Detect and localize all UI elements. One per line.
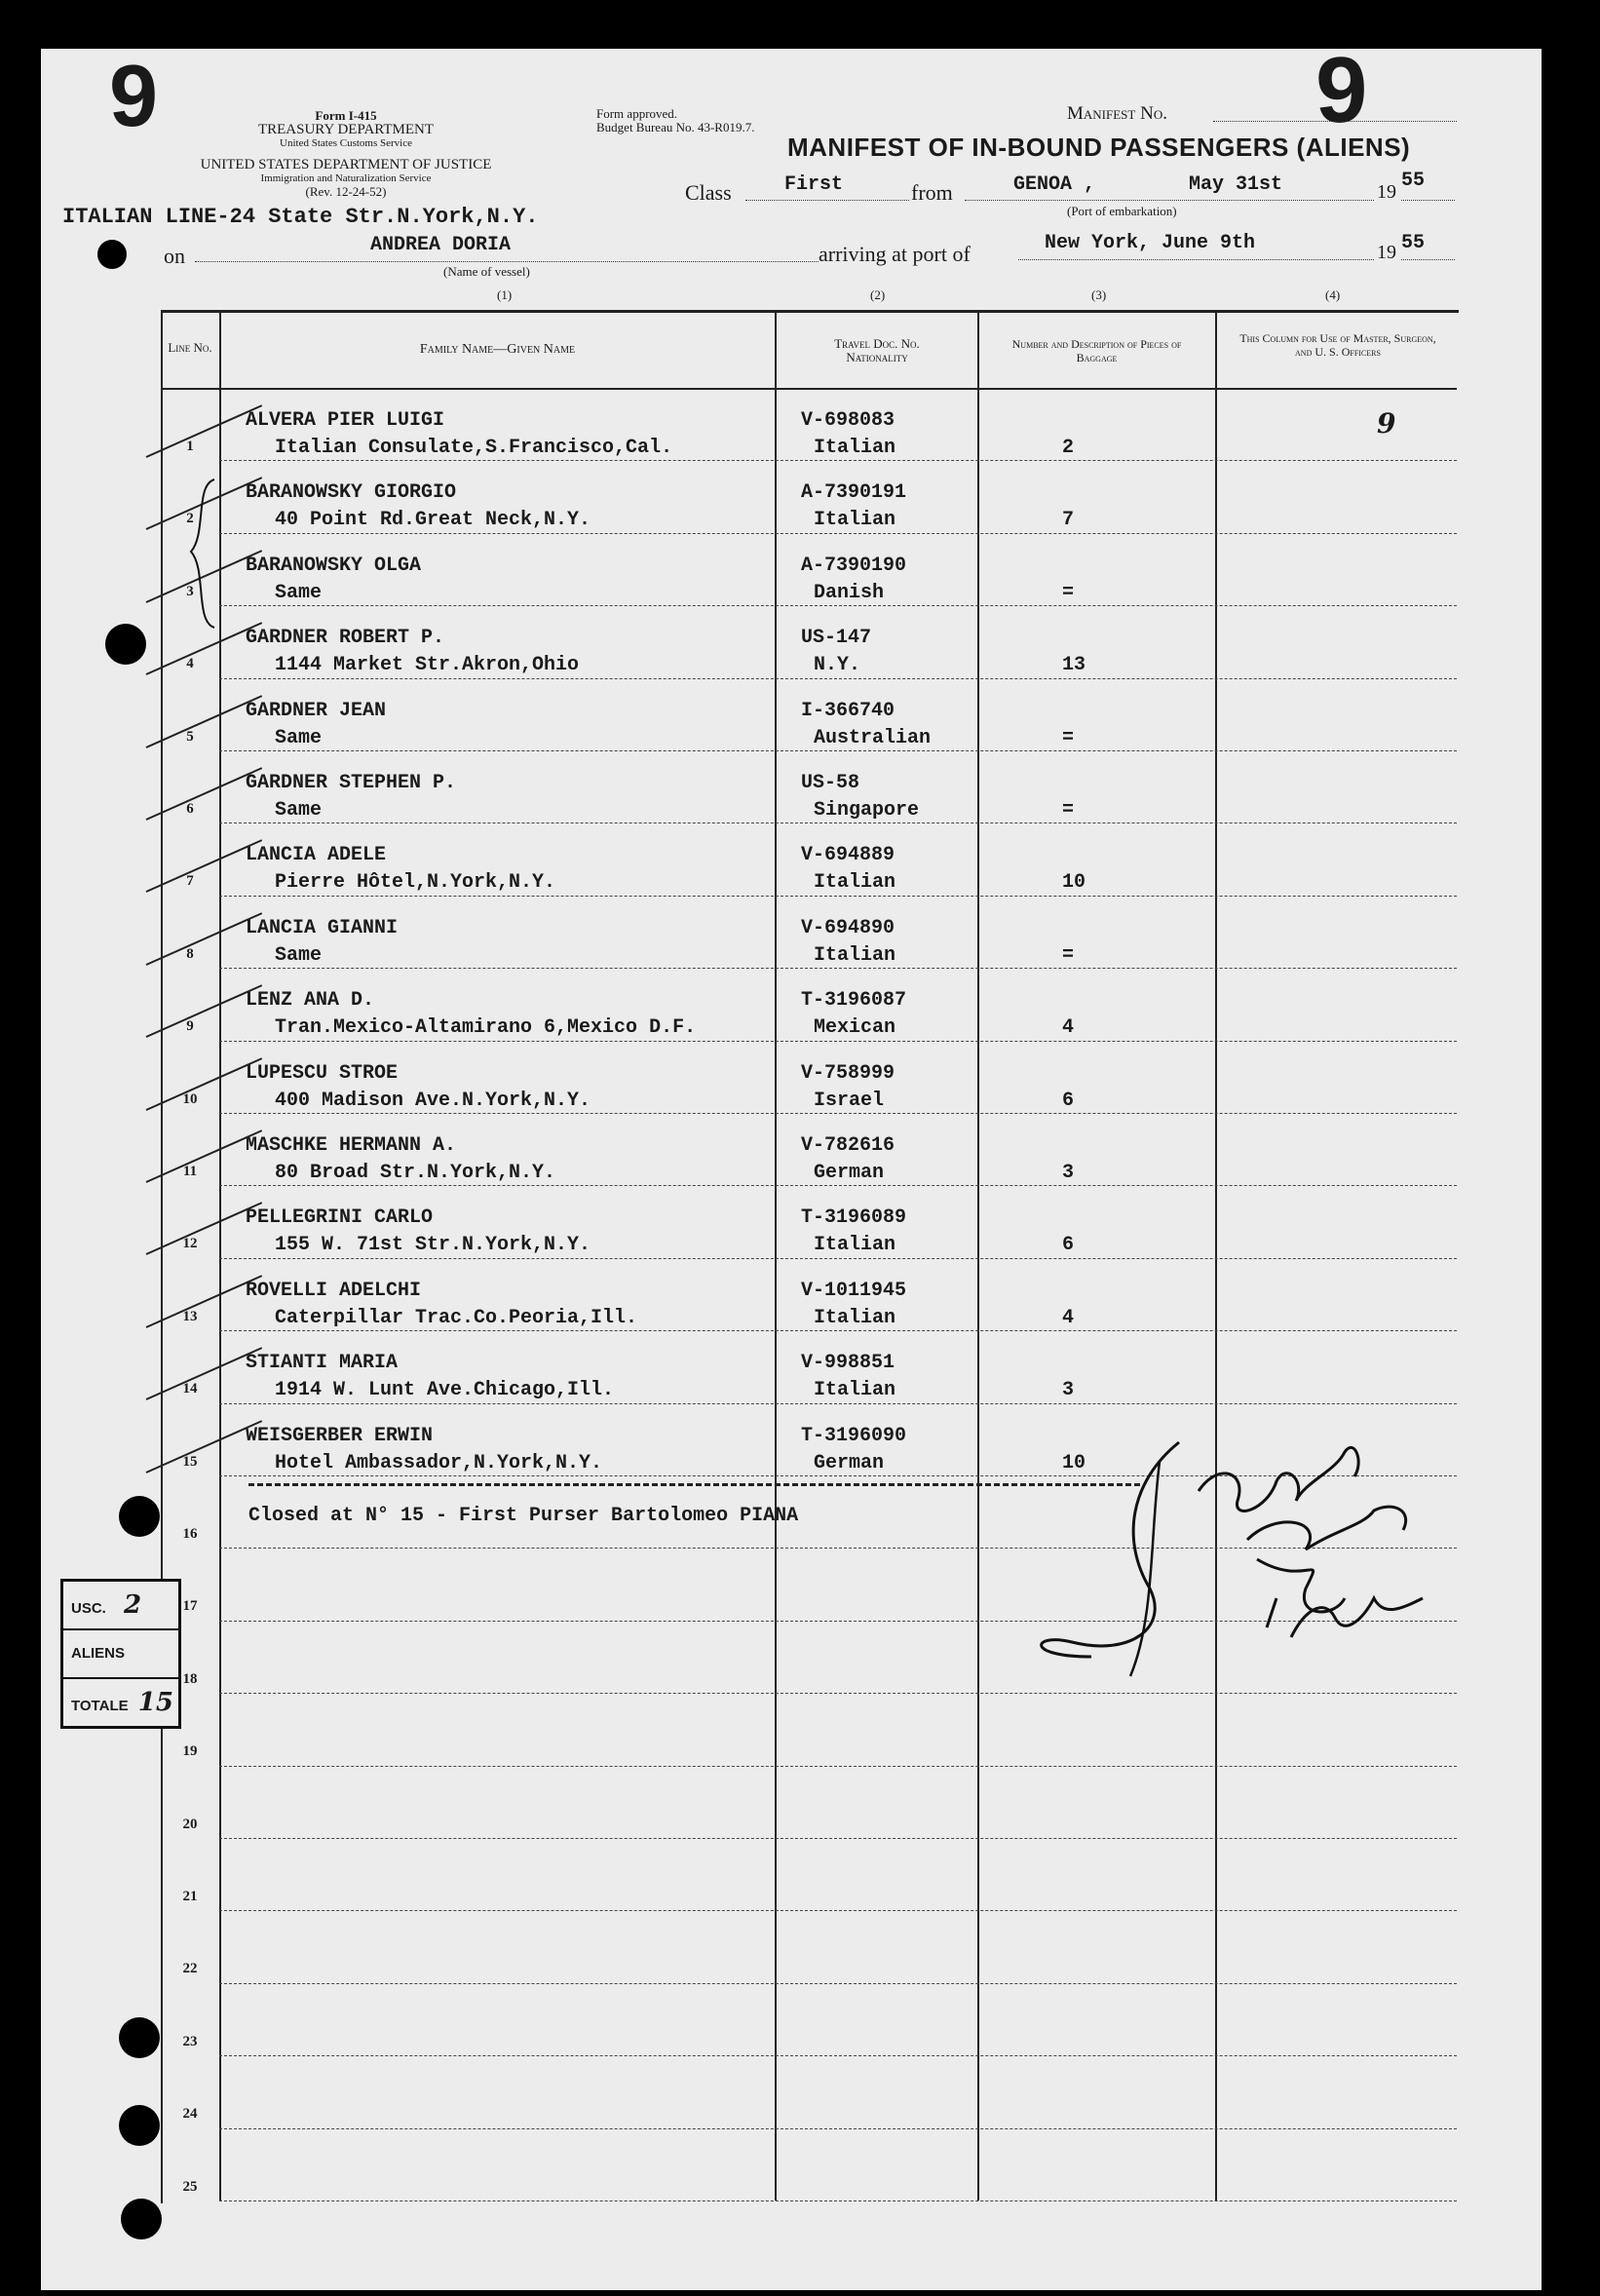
passenger-name: ROVELLI ADELCHI	[246, 1280, 422, 1302]
baggage-count: 3	[1062, 1162, 1075, 1184]
passenger-address: 80 Broad Str.N.York,N.Y.	[275, 1162, 556, 1184]
passenger-address: 1144 Market Str.Akron,Ohio	[275, 654, 580, 676]
travel-doc-no: V-698083	[801, 409, 895, 432]
baggage-count: 4	[1062, 1016, 1075, 1039]
passenger-name: ALVERA PIER LUIGI	[246, 409, 445, 432]
departure-date: May 31st	[1189, 173, 1283, 196]
nationality: Danish	[814, 582, 885, 604]
inspector-signature	[1013, 1423, 1481, 1686]
manifest-no-line	[1213, 121, 1457, 122]
passenger-address: Pierre Hôtel,N.York,N.Y.	[275, 871, 556, 894]
tally-total-value: 15	[137, 1688, 173, 1717]
closing-rule	[248, 1483, 1140, 1486]
arrival-year-value: 55	[1401, 232, 1426, 254]
signature-text	[1208, 1423, 1211, 1424]
line-number: 23	[182, 2034, 198, 2049]
manifest-grid	[161, 310, 1459, 2203]
travel-doc-no: V-998851	[801, 1352, 895, 1374]
initials-text	[1267, 1481, 1269, 1482]
vessel-caption: (Name of vessel)	[443, 264, 530, 279]
punch-hole	[119, 2017, 160, 2058]
punch-hole	[97, 240, 127, 269]
row-rule	[219, 460, 1457, 461]
punch-hole	[119, 1496, 160, 1537]
passenger-name: LANCIA GIANNI	[246, 917, 399, 939]
row-rule	[219, 1838, 1457, 1839]
row-rule	[219, 1766, 1457, 1767]
baggage-count: =	[1062, 944, 1075, 967]
vessel-name: ANDREA DORIA	[370, 234, 512, 256]
line-number: 2	[186, 511, 194, 526]
punch-hole	[119, 2105, 160, 2146]
line-number: 24	[182, 2106, 198, 2122]
row-rule	[219, 533, 1457, 534]
passenger-address: 400 Madison Ave.N.York,N.Y.	[275, 1090, 591, 1112]
col-number-2: (2)	[870, 287, 886, 302]
arrival-year-line	[1401, 259, 1455, 260]
tally-usc-label: USC.	[71, 1600, 106, 1617]
baggage-count: 6	[1062, 1090, 1075, 1112]
col-number-4: (4)	[1325, 287, 1341, 302]
travel-doc-no: A-7390191	[801, 481, 907, 504]
tally-box	[60, 1579, 181, 1729]
col-divider-officers	[1215, 310, 1217, 2200]
tally-usc-value: 2	[124, 1590, 142, 1620]
baggage-count: 4	[1062, 1307, 1075, 1329]
row-rule	[219, 1041, 1457, 1042]
nationality: Italian	[814, 1379, 896, 1401]
approval-block	[596, 107, 754, 134]
row-rule	[219, 1330, 1457, 1331]
passenger-address: Same	[275, 727, 323, 749]
passenger-address: 155 W. 71st Str.N.York,N.Y.	[275, 1234, 591, 1256]
nationality: Italian	[814, 871, 896, 894]
row-rule	[219, 1403, 1457, 1404]
passenger-name: LENZ ANA D.	[246, 989, 375, 1012]
baggage-count: 13	[1062, 654, 1086, 676]
form-block	[151, 109, 541, 199]
line-number: 17	[182, 1598, 198, 1614]
nationality: Australian	[814, 727, 932, 749]
family-bracket	[185, 476, 224, 631]
travel-doc-no: V-782616	[801, 1134, 895, 1157]
travel-doc-no: V-758999	[801, 1062, 895, 1085]
nationality: German	[814, 1452, 885, 1474]
line-number: 13	[182, 1309, 198, 1324]
travel-doc-no: US-147	[801, 627, 872, 649]
treasury-dept: TREASURY DEPARTMENT	[257, 122, 435, 137]
col-number-1: (1)	[497, 287, 513, 302]
travel-doc-no: V-694890	[801, 917, 895, 939]
passenger-name: STIANTI MARIA	[246, 1352, 399, 1374]
from-label: from	[911, 180, 953, 205]
baggage-count: 2	[1062, 437, 1075, 459]
col-divider-doc	[775, 310, 777, 2200]
line-number: 18	[182, 1671, 198, 1687]
passenger-address: Hotel Ambassador,N.York,N.Y.	[275, 1452, 603, 1474]
justice-dept: UNITED STATES DEPARTMENT OF JUSTICE	[200, 157, 492, 172]
baggage-count: =	[1062, 799, 1075, 822]
nationality: Singapore	[814, 799, 920, 822]
arrival-line	[1018, 259, 1374, 260]
tally-total	[63, 1679, 178, 1726]
arriving-label: arriving at port of	[819, 242, 971, 266]
port-embarkation-caption: (Port of embarkation)	[1067, 204, 1177, 218]
line-number: 4	[186, 656, 194, 671]
row-rule	[219, 1258, 1457, 1259]
passenger-name: PELLEGRINI CARLO	[246, 1206, 434, 1229]
row-rule	[219, 1910, 1457, 1911]
passenger-address: Tran.Mexico-Altamirano 6,Mexico D.F.	[275, 1016, 697, 1039]
passenger-address: 1914 W. Lunt Ave.Chicago,Ill.	[275, 1379, 615, 1401]
col-header-name: Family Name—Given Name	[419, 342, 576, 357]
vessel-line	[195, 261, 819, 262]
col-header-baggage: Number and Description of Pieces of Baggage	[1011, 337, 1182, 364]
company-line: ITALIAN LINE-24 State Str.N.York,N.Y.	[62, 205, 539, 229]
nationality: N.Y.	[814, 654, 861, 676]
travel-doc-no: T-3196087	[801, 989, 907, 1012]
passenger-name: GARDNER STEPHEN P.	[246, 772, 457, 794]
year-value: 55	[1401, 170, 1426, 192]
row-rule	[219, 605, 1457, 606]
tally-aliens-label: ALIENS	[71, 1645, 126, 1662]
line-number: 19	[182, 1743, 198, 1759]
form-revision: (Rev. 12-24-52)	[305, 184, 387, 199]
year-line	[1401, 200, 1455, 201]
baggage-count: =	[1062, 727, 1075, 749]
row-rule	[219, 2128, 1457, 2129]
passenger-address: Italian Consulate,S.Francisco,Cal.	[275, 437, 673, 459]
tally-usc	[63, 1582, 178, 1630]
row-rule	[219, 2200, 1457, 2201]
row-rule	[219, 896, 1457, 897]
corner-mark-left: 9	[109, 48, 159, 145]
baggage-count: 7	[1062, 509, 1075, 531]
passenger-address: Same	[275, 944, 323, 967]
row-rule	[219, 1693, 1457, 1694]
passenger-name: BARANOWSKY GIORGIO	[246, 481, 457, 504]
passenger-name: WEISGERBER ERWIN	[246, 1425, 434, 1447]
arrival-year-prefix: 19	[1377, 242, 1396, 263]
punch-hole	[121, 2199, 162, 2239]
approval-line1: Form approved.	[596, 106, 678, 121]
travel-doc-no: I-366740	[801, 700, 895, 722]
row-rule	[219, 2055, 1457, 2056]
col-divider-baggage	[977, 310, 979, 2200]
class-line	[745, 200, 909, 201]
passenger-name: GARDNER ROBERT P.	[246, 627, 445, 649]
nationality: Italian	[814, 944, 896, 967]
nationality: Israel	[814, 1090, 885, 1112]
line-number: 5	[186, 729, 194, 745]
customs-service: United States Customs Service	[280, 137, 412, 149]
time-text	[1257, 1569, 1261, 1570]
line-number: 21	[182, 1889, 198, 1904]
approval-line2: Budget Bureau No. 43-R019.7.	[596, 120, 755, 134]
form-number: Form I-415	[315, 108, 377, 123]
line-number: 16	[182, 1526, 198, 1542]
line-number: 6	[186, 801, 194, 817]
col-header-doc: Travel Doc. No. Nationality	[834, 336, 920, 364]
punch-hole	[105, 624, 146, 665]
row-rule	[219, 968, 1457, 969]
passenger-address: Same	[275, 582, 323, 604]
officer-note: 9	[1377, 407, 1396, 440]
line-number: 15	[182, 1454, 198, 1470]
baggage-count: 10	[1062, 871, 1086, 894]
col-number-3: (3)	[1091, 287, 1107, 302]
travel-doc-no: V-694889	[801, 844, 895, 866]
from-value: GENOA ,	[1013, 173, 1096, 196]
line-number: 25	[182, 2179, 198, 2195]
travel-doc-no: A-7390190	[801, 555, 907, 577]
travel-doc-no: T-3196089	[801, 1206, 907, 1229]
nationality: Mexican	[814, 1016, 896, 1039]
line-number: 7	[186, 873, 194, 889]
line-number: 1	[186, 439, 194, 454]
closing-note: Closed at N° 15 - First Purser Bartolomeo PIANA	[248, 1505, 799, 1527]
class-label: Class	[685, 180, 732, 205]
passenger-name: GARDNER JEAN	[246, 700, 387, 722]
on-label: on	[164, 244, 185, 268]
baggage-count: =	[1062, 582, 1075, 604]
line-number: 3	[186, 584, 194, 599]
line-number: 12	[182, 1236, 198, 1251]
class-value: First	[784, 173, 844, 196]
nationality: Italian	[814, 437, 896, 459]
line-number: 8	[186, 946, 194, 962]
col-header-officers: This Column for Use of Master, Surgeon, and U. S. Officers	[1239, 331, 1436, 359]
ins-service: Immigration and Naturalization Service	[260, 172, 432, 184]
nationality: Italian	[814, 509, 896, 531]
row-rule	[219, 1185, 1457, 1186]
nationality: Italian	[814, 1307, 896, 1329]
passenger-name: MASCHKE HERMANN A.	[246, 1134, 457, 1157]
baggage-count: 3	[1062, 1379, 1075, 1401]
line-number: 22	[182, 1961, 198, 1976]
passenger-name: LUPESCU STROE	[246, 1062, 399, 1085]
corner-mark-right: 9	[1315, 38, 1368, 142]
nationality: Italian	[814, 1234, 896, 1256]
row-rule	[219, 750, 1457, 751]
from-line	[965, 200, 1374, 201]
travel-doc-no: V-1011945	[801, 1280, 907, 1302]
passenger-name: BARANOWSKY OLGA	[246, 555, 422, 577]
line-number: 10	[182, 1091, 198, 1107]
arrival-port-date: New York, June 9th	[1045, 232, 1256, 254]
nationality: German	[814, 1162, 885, 1184]
travel-doc-no: T-3196090	[801, 1425, 907, 1447]
baggage-count: 6	[1062, 1234, 1075, 1256]
row-rule	[219, 1113, 1457, 1114]
baggage-count: 10	[1062, 1452, 1086, 1474]
col-header-line: Line No.	[168, 340, 212, 355]
travel-doc-no: US-58	[801, 772, 860, 794]
line-number: 20	[182, 1817, 198, 1832]
passenger-address: Same	[275, 799, 323, 822]
passenger-address: 40 Point Rd.Great Neck,N.Y.	[275, 509, 591, 531]
manifest-no-label: Manifest No.	[1067, 103, 1167, 124]
year-prefix: 19	[1377, 181, 1396, 203]
tally-total-label: TOTALE	[71, 1698, 129, 1714]
header-bottom-rule	[161, 388, 1457, 390]
line-number: 14	[182, 1381, 198, 1397]
tally-aliens	[63, 1630, 178, 1679]
passenger-address: Caterpillar Trac.Co.Peoria,Ill.	[275, 1307, 638, 1329]
line-number: 9	[186, 1018, 194, 1034]
row-rule	[219, 678, 1457, 679]
row-rule	[219, 1983, 1457, 1984]
passenger-name: LANCIA ADELE	[246, 844, 387, 866]
line-number: 11	[182, 1164, 198, 1179]
manifest-title: MANIFEST OF IN-BOUND PASSENGERS (ALIENS)	[787, 133, 1411, 162]
